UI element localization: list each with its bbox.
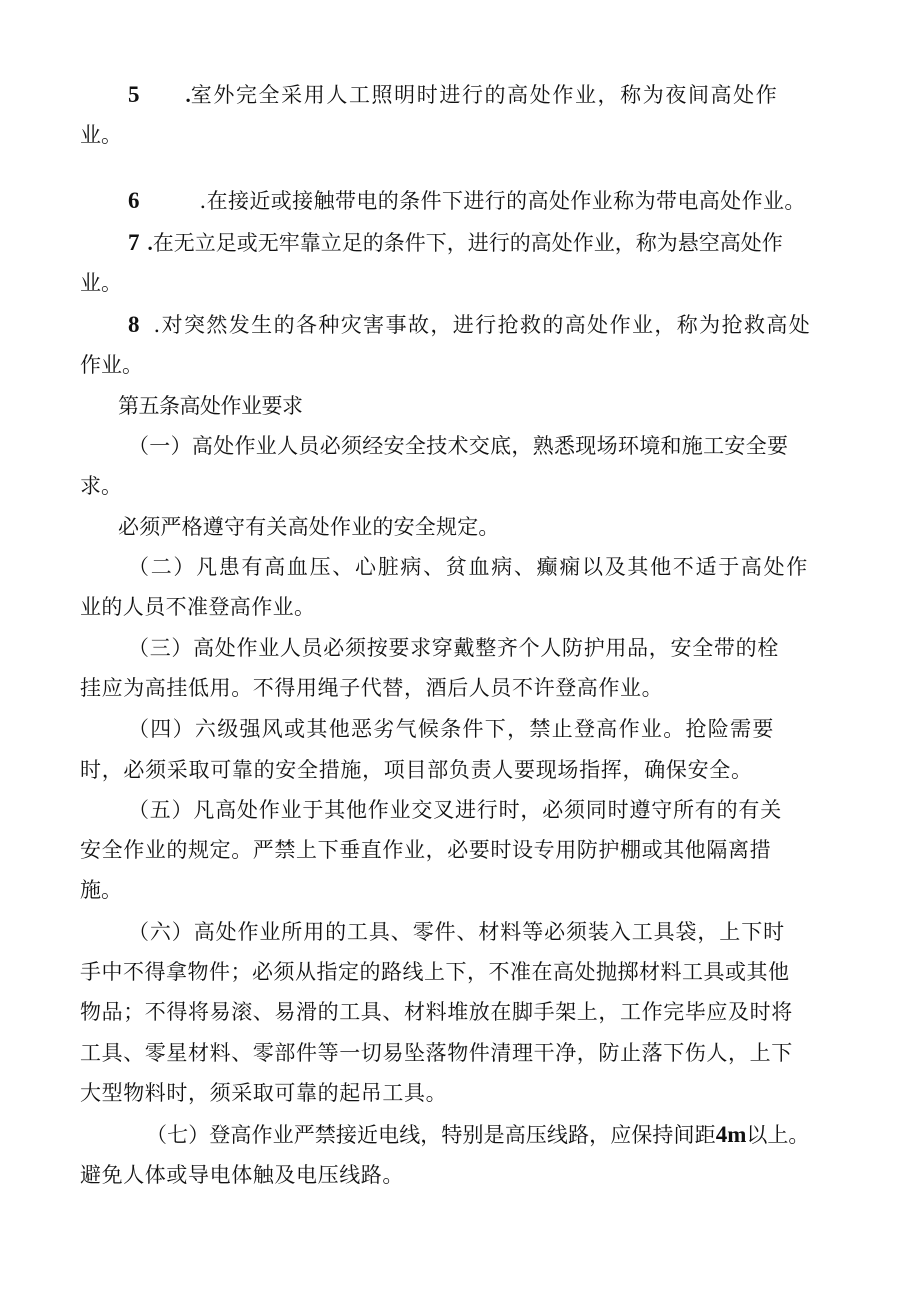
item-dot: . [185,83,191,107]
requirement-text: 以上。 [746,1123,810,1147]
requirement-1-line-3: 必须严格遵守有关高处作业的安全规定。 [118,515,500,539]
requirement-2-line-1: （二）凡患有高血压、心脏病、贫血病、癫痫以及其他不适于高处作 [128,555,809,579]
requirement-text: （七）登高作业严禁接近电线，特别是高压线路，应保持间距 [146,1123,716,1147]
requirement-6-line-5: 大型物料时，须采取可靠的起吊工具。 [80,1081,448,1105]
requirement-6-line-4: 工具、零星材料、零部件等一切易坠落物件清理干净，防止落下伤人，上下 [80,1041,793,1065]
item-5-line-1 [128,80,778,110]
requirement-5-line-3: 施。 [80,878,122,902]
requirement-7-line-1 [146,1120,809,1150]
item-text: .对突然发生的各种灾害事故，进行抢救的高处作业，称为抢救高处 [153,313,812,337]
requirement-4-line-1: （四）六级强风或其他恶劣气候条件下，禁止登高作业。抢险需要 [128,717,775,741]
item-7-line-1 [128,228,783,258]
item-text: 业。 [80,123,122,147]
requirement-4-line-2: 时，必须采取可靠的安全措施，项目部负责人要现场指挥，确保安全。 [80,758,753,782]
requirement-3-line-2: 挂应为高挂低用。不得用绳子代替，酒后人员不许登高作业。 [80,676,664,700]
item-number: 8 [128,312,140,337]
requirement-1-line-2: 求。 [80,474,122,498]
item-8-line-1 [128,310,811,340]
item-number: 7 [128,230,140,255]
distance-value: 4m [715,1122,747,1147]
requirement-3-line-1: （三）高处作业人员必须按要求穿戴整齐个人防护用品，安全带的栓 [128,636,779,660]
item-dot: . [147,231,153,255]
item-number: 6 [128,188,140,213]
article-title: 第五条高处作业要求 [118,394,303,418]
item-7-line-2 [80,268,122,298]
item-text: .在接近或接触带电的条件下进行的高处作业称为带电高处作业。 [199,189,806,213]
item-text: 作业。 [80,353,143,377]
requirement-1-line-1: （一）高处作业人员必须经安全技术交底，熟悉现场环境和施工安全要 [128,434,789,458]
requirement-2-line-2: 业的人员不准登高作业。 [80,595,316,619]
item-number: 5 [128,82,140,107]
item-8-line-2 [80,350,143,380]
requirement-6-line-1: （六）高处作业所用的工具、零件、材料等必须装入工具袋，上下时 [128,920,785,944]
requirement-5-line-1: （五）凡高处作业于其他作业交叉进行时，必须同时遵守所有的有关 [128,798,782,822]
item-text: 业。 [80,271,122,295]
requirement-6-line-3: 物品；不得将易滚、易滑的工具、材料堆放在脚手架上，工作完毕应及时将 [80,1000,793,1024]
item-text: 室外完全采用人工照明时进行的高处作业，称为夜间高处作 [190,83,779,107]
item-5-line-2 [80,120,122,150]
item-text: 在无立足或无牢靠立足的条件下，进行的高处作业，称为悬空高处作 [152,231,783,255]
requirement-6-line-2: 手中不得拿物件；必须从指定的路线上下，不准在高处抛掷材料工具或其他 [80,960,790,984]
requirement-7-line-2: 避免人体或导电体触及电压线路。 [80,1163,404,1187]
requirement-5-line-2: 安全作业的规定。严禁上下垂直作业，必要时设专用防护棚或其他隔离措 [80,838,772,862]
item-6-line-1 [128,186,806,216]
